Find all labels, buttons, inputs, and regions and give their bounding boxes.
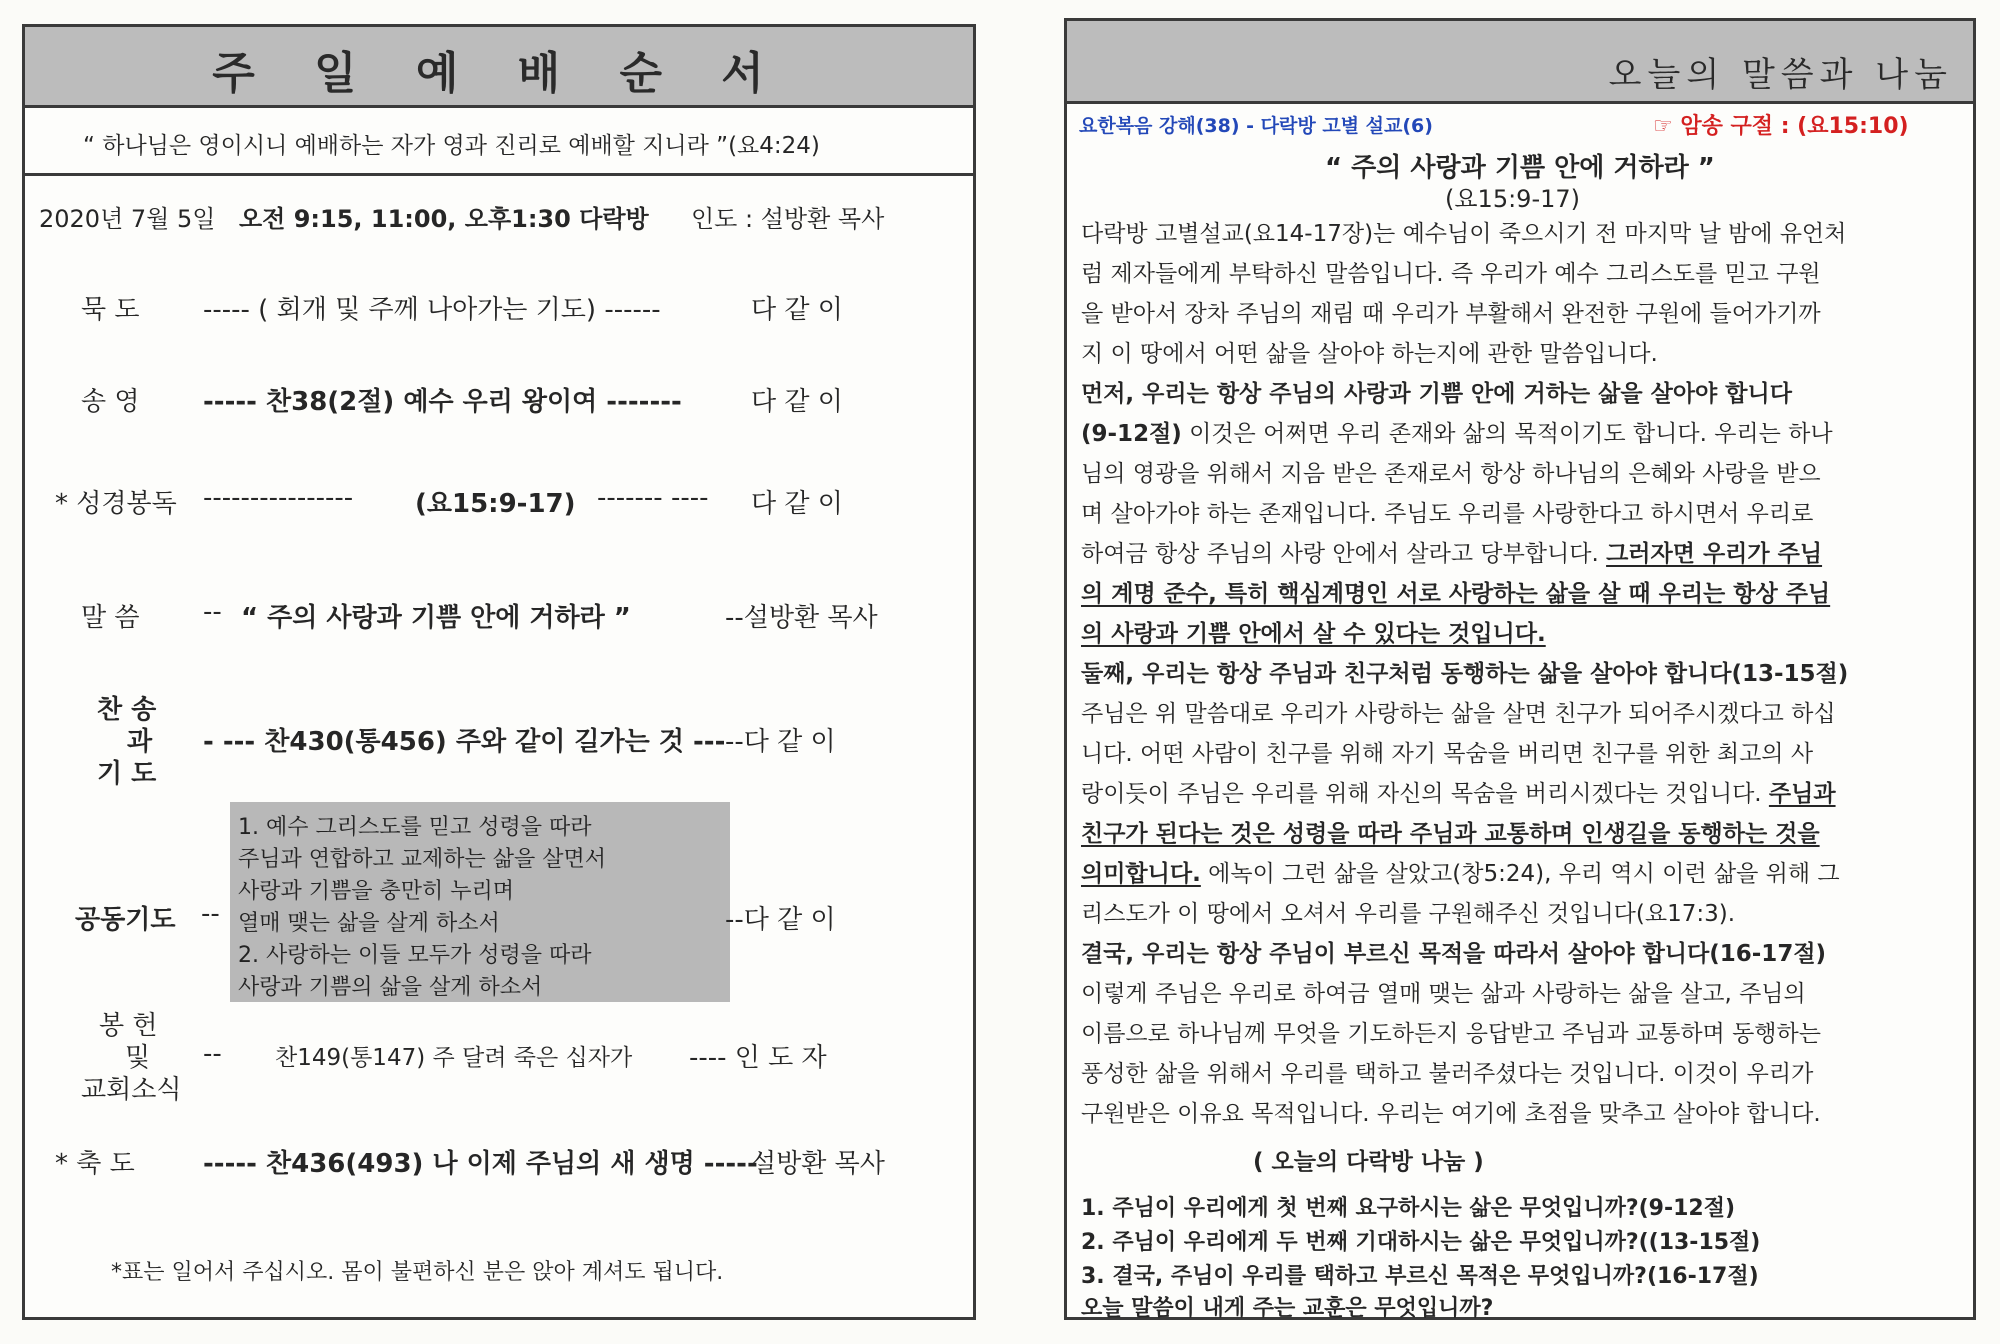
body-line: 리스도가 이 땅에서 오셔서 우리를 구원해주신 것입니다(요17:3). xyxy=(1081,901,1736,927)
common-prayer-box xyxy=(230,802,730,1002)
body-line: 니다. 어떤 사람이 친구를 위해 자기 목숨을 버리면 친구를 위한 최고의 사 xyxy=(1081,741,1814,767)
praise-label: 송 영 xyxy=(81,387,140,417)
scripture-reading-who: 다 같 이 xyxy=(751,489,843,519)
offering-who: ---- 인 도 자 xyxy=(689,1043,827,1073)
service-leader: 인도 : 설방환 목사 xyxy=(691,205,885,233)
body-line xyxy=(1081,535,1822,568)
body-text: 이것은 어쩌면 우리 존재와 삶의 목적이기도 합니다. 우리는 하나 xyxy=(1181,421,1833,447)
memory-verse: ☞ 암송 구절 : (요15:10) xyxy=(1653,114,1909,139)
divider xyxy=(25,173,973,176)
worship-order-title: 주 일 예 배 순 서 xyxy=(212,48,786,99)
common-prayer-dash: -- xyxy=(201,899,220,929)
sermon-dash: -- xyxy=(203,597,222,627)
benediction-label: * 축 도 xyxy=(55,1149,135,1179)
offering-label-3: 교회소식 xyxy=(81,1075,182,1105)
common-prayer-who: --다 같 이 xyxy=(725,905,836,935)
body-line: 구원받은 이유요 목적입니다. 우리는 여기에 초점을 맞추고 살아야 합니다. xyxy=(1081,1101,1821,1127)
scripture-dash-2: ------- ---- xyxy=(597,483,709,513)
point-heading-1-verses: (9-12절) xyxy=(1081,421,1182,447)
banner-title: 오늘의 말씀과 나눔 xyxy=(1608,55,1953,95)
body-line: 주님은 위 말씀대로 우리가 사랑하는 삶을 살면 친구가 되어주시겠다고 하십 xyxy=(1081,701,1836,727)
emphasis-line: 친구가 된다는 것은 성령을 따라 주님과 교통하며 인생길을 동행하는 것을 xyxy=(1081,821,1820,847)
body-line: 을 받아서 장차 주님의 재림 때 우리가 부활해서 완전한 구원에 들어가기까 xyxy=(1081,301,1821,327)
common-prayer-label: 공동기도 xyxy=(75,905,176,935)
scripture-reference: (요15:9-17) xyxy=(415,489,576,519)
body-text: 하여금 항상 주님의 사랑 안에서 살라고 당부합니다. xyxy=(1081,541,1607,567)
sermon-preacher: --설방환 목사 xyxy=(725,603,878,633)
body-line xyxy=(1081,415,1833,448)
body-line: 며 살아가야 하는 존재입니다. 주님도 우리를 사랑한다고 하시면서 우리로 xyxy=(1081,501,1814,527)
sermon-title-left: “ 주의 사랑과 기쁨 안에 거하라 ” xyxy=(241,603,631,633)
point-heading-1: 먼저, 우리는 항상 주님의 사랑과 기쁨 안에 거하는 삶을 살아야 합니다 xyxy=(1081,381,1792,407)
praise-text: ----- 찬38(2절) 예수 우리 왕이여 ------- xyxy=(203,387,682,417)
prayer-line: 1. 예수 그리스도를 믿고 성령을 따라 xyxy=(238,815,592,840)
emphasis-line: 의 사랑과 기쁨 안에서 살 수 있다는 것입니다. xyxy=(1081,621,1546,647)
offering-text: 찬149(통147) 주 달려 죽은 십자가 xyxy=(275,1045,633,1071)
silent-prayer-who: 다 같 이 xyxy=(751,295,843,325)
discussion-question: 오늘 말씀이 내게 주는 교훈은 무엇입니까? xyxy=(1081,1296,1494,1321)
sermon-label: 말 씀 xyxy=(81,603,140,633)
body-line: 럼 제자들에게 부탁하신 말씀입니다. 즉 우리가 예수 그리스도를 믿고 구원 xyxy=(1081,261,1821,287)
body-line: 이름으로 하나님께 무엇을 기도하든지 응답받고 주님과 교통하며 동행하는 xyxy=(1081,1021,1821,1047)
sermon-title: “ 주의 사랑과 기쁨 안에 거하라 ” xyxy=(1325,153,1715,183)
hymn-prayer-label-1: 찬 송 xyxy=(97,695,157,725)
body-text: 에녹이 그런 삶을 살았고(창5:24), 우리 역시 이런 삶을 위해 그 xyxy=(1200,861,1840,887)
hymn-prayer-label-2: 과 xyxy=(127,727,153,757)
prayer-line: 사랑과 기쁨의 삶을 살게 하소서 xyxy=(238,975,543,1000)
scripture-reading-label: * 성경봉독 xyxy=(55,489,177,519)
emphasis-text: 주님과 xyxy=(1768,781,1836,807)
praise-who: 다 같 이 xyxy=(751,387,843,417)
body-line xyxy=(1081,855,1840,888)
service-times: 오전 9:15, 11:00, 오후1:30 다락방 xyxy=(239,205,649,233)
prayer-line: 열매 맺는 삶을 살게 하소서 xyxy=(238,911,500,936)
worship-order-panel xyxy=(22,24,976,1320)
sermon-header xyxy=(1067,21,1973,104)
point-heading-3: 결국, 우리는 항상 주님이 부르신 목적을 따라서 살아야 합니다(16-17절) xyxy=(1081,941,1827,967)
series-label: 요한복음 강해(38) - 다락방 고별 설교(6) xyxy=(1079,115,1433,137)
point-heading-2: 둘째, 우리는 항상 주님과 친구처럼 동행하는 삶을 살아야 합니다(13-15절) xyxy=(1081,661,1849,687)
silent-prayer-label: 묵 도 xyxy=(81,295,140,325)
body-line: 지 이 땅에서 어떤 삶을 살아야 하는지에 관한 말씀입니다. xyxy=(1081,341,1658,367)
worship-order-header xyxy=(25,27,973,108)
body-line: 님의 영광을 위해서 지음 받은 존재로서 항상 하나님의 은혜와 사랑을 받으 xyxy=(1081,461,1821,487)
emphasis-line: 의 계명 준수, 특히 핵심계명인 서로 사랑하는 삶을 살 때 우리는 항상 주님 xyxy=(1081,581,1831,607)
benediction-text: ----- 찬436(493) 나 이제 주님의 새 생명 ----- xyxy=(203,1149,758,1179)
hymn-who: --다 같 이 xyxy=(725,727,836,757)
discussion-question: 2. 주님이 우리에게 두 번째 기대하시는 삶은 무엇입니까?((13-15절) xyxy=(1081,1230,1761,1255)
silent-prayer-text: ----- ( 회개 및 주께 나아가는 기도) ------ xyxy=(203,295,661,325)
sermon-panel xyxy=(1064,18,1976,1320)
prayer-line: 2. 사랑하는 이들 모두가 성령을 따라 xyxy=(238,943,592,968)
body-line: 다락방 고별설교(요14-17장)는 예수님이 죽으시기 전 마지막 날 밤에 유언처 xyxy=(1081,221,1847,247)
discussion-question: 3. 결국, 주님이 우리를 택하고 부르신 목적은 무엇입니까?(16-17절) xyxy=(1081,1264,1759,1289)
benediction-who: 설방환 목사 xyxy=(751,1149,885,1179)
body-line: 풍성한 삶을 위해서 우리를 택하고 불러주셨다는 것입니다. 이것이 우리가 xyxy=(1081,1061,1814,1087)
header-verse: “ 하나님은 영이시니 예배하는 자가 영과 진리로 예배할 지니라 ”(요4:24) xyxy=(83,133,820,159)
emphasis-text: 그러자면 우리가 주님 xyxy=(1606,541,1823,567)
service-date: 2020년 7월 5일 xyxy=(39,205,216,233)
hymn-prayer-label-3: 기 도 xyxy=(97,759,157,789)
body-text: 랑이듯이 주님은 우리를 위해 자신의 목숨을 버리시겠다는 것입니다. xyxy=(1081,781,1769,807)
offering-label-1: 봉 헌 xyxy=(99,1011,158,1041)
prayer-line: 사랑과 기쁨을 충만히 누리며 xyxy=(238,879,515,904)
offering-label-2: 및 xyxy=(125,1043,151,1073)
sermon-reference: (요15:9-17) xyxy=(1445,185,1581,213)
emphasis-text: 의미합니다. xyxy=(1081,861,1201,887)
prayer-line: 주님과 연합하고 교제하는 삶을 살면서 xyxy=(238,847,607,872)
hymn-text: - --- 찬430(통456) 주와 같이 길가는 것 --- xyxy=(203,727,726,757)
discussion-question: 1. 주님이 우리에게 첫 번째 요구하시는 삶은 무엇입니까?(9-12절) xyxy=(1081,1196,1736,1221)
footnote: *표는 일어서 주십시오. 몸이 불편하신 분은 앉아 계셔도 됩니다. xyxy=(111,1260,724,1285)
body-line xyxy=(1081,775,1836,808)
offering-dash: -- xyxy=(203,1039,222,1069)
discussion-title: ( 오늘의 다락방 나눔 ) xyxy=(1253,1149,1484,1175)
body-line: 이렇게 주님은 우리로 하여금 열매 맺는 삶과 사랑하는 삶을 살고, 주님의 xyxy=(1081,981,1806,1007)
scripture-dash: ---------------- xyxy=(203,483,354,513)
